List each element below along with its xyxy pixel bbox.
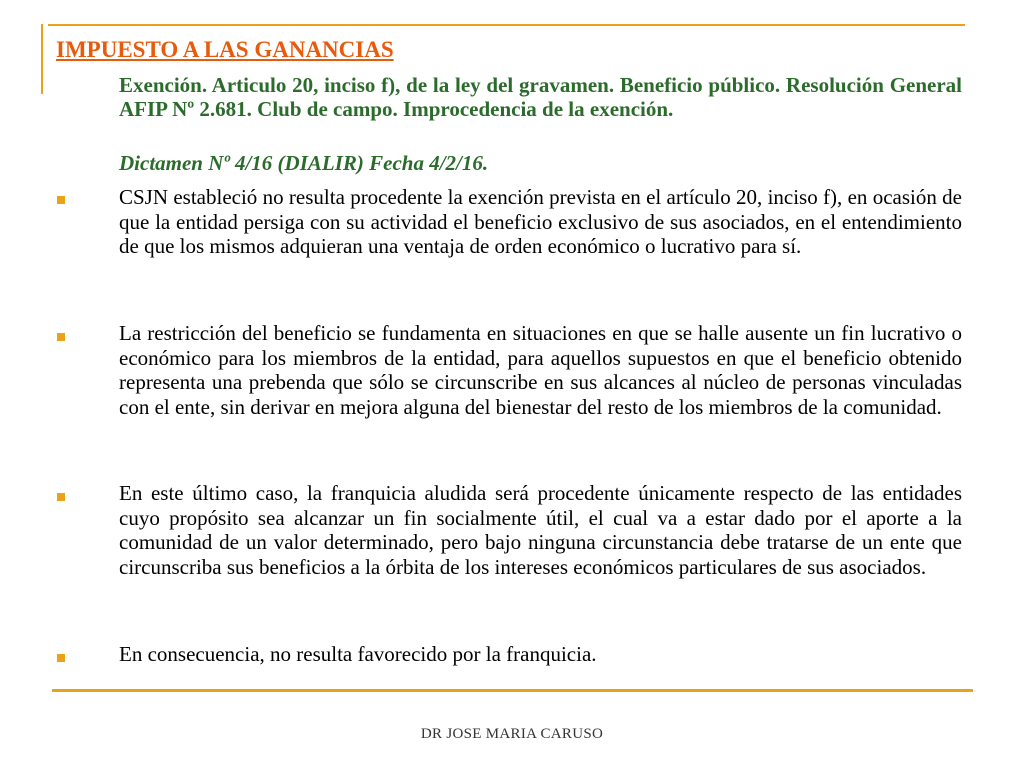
bullet-square-icon <box>57 493 65 501</box>
slide-subtitle: Exención. Articulo 20, inciso f), de la ley del gravamen. Beneficio público. Resolución General AFIP Nº 2.681. Club de campo. Improcedencia de la exención. <box>119 73 962 121</box>
dictamen-reference: Dictamen Nº 4/16 (DIALIR) Fecha 4/2/16. <box>119 151 489 175</box>
slide-title: IMPUESTO A LAS GANANCIAS <box>56 37 394 62</box>
bullet-square-icon <box>57 333 65 341</box>
footer-author: DR JOSE MARIA CARUSO <box>420 726 604 742</box>
bullet-square-icon <box>57 654 65 662</box>
bottom-divider <box>52 689 973 692</box>
bullet-paragraph: En consecuencia, no resulta favorecido por la franquicia. <box>119 642 597 666</box>
bullet-square-icon <box>57 196 65 204</box>
top-divider <box>48 24 965 26</box>
bullet-paragraph: La restricción del beneficio se fundamenta en situaciones en que se halle ausente un fin lucrativo o económico para los miembros de la entidad, para aquellos supuestos en que el beneficio obtenido representa una prebenda que sólo se circunscribe en sus alcances al núcleo de personas vinculadas con el ente, sin derivar en mejora alguna del bienestar del resto de los miembros de la comunidad. <box>119 321 962 419</box>
bullet-paragraph: CSJN estableció no resulta procedente la exención prevista en el artículo 20, inciso f), en ocasión de que la entidad persiga con su actividad el beneficio exclusivo de sus asociados, en el entendimiento de que los mismos adquieran una ventaja de orden económico o lucrativo para sí. <box>119 185 962 258</box>
left-divider <box>41 24 43 94</box>
bullet-paragraph: En este último caso, la franquicia aludida será procedente únicamente respecto de las entidades cuyo propósito sea alcanzar un fin socialmente útil, el cual va a estar dado por el aporte a la comunidad de un valor determinado, pero bajo ninguna circunstancia debe tratarse de un ente que circunscriba sus beneficios a la órbita de los intereses económicos particulares de sus asociados. <box>119 481 962 579</box>
